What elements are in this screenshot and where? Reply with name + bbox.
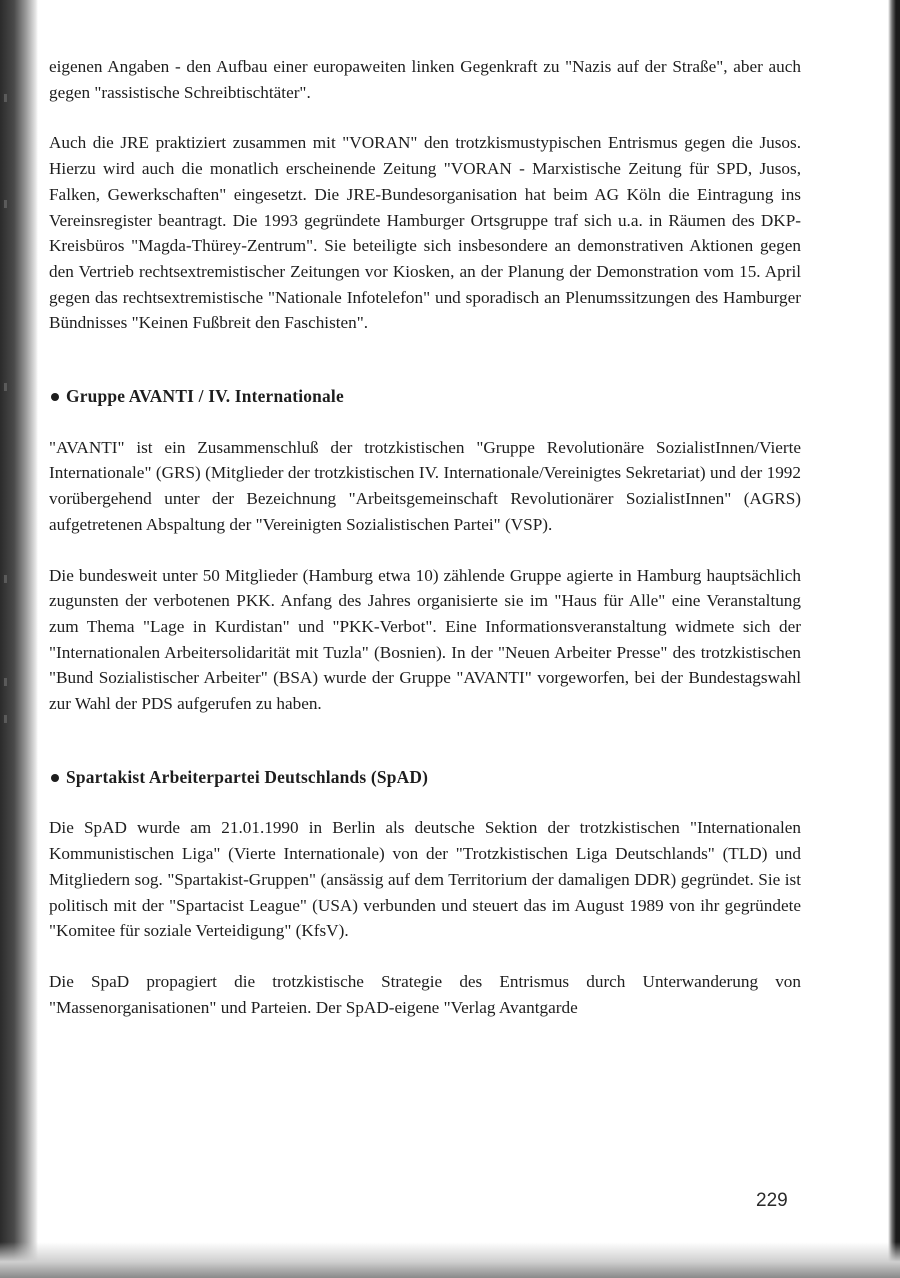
scan-mark [4, 678, 7, 686]
paragraph-spad-strategy: Die SpaD propagiert die trotzkistische Strategie des Entrismus durch Unterwanderung von "Massenorganisationen" und Parteien. Der SpAD-eigene "Verlag Avantgarde [49, 971, 801, 1017]
section-heading-avanti-text: Gruppe AVANTI / IV. Internationale [66, 386, 344, 407]
section-heading-avanti [49, 384, 801, 410]
scan-right-shadow [888, 0, 900, 1278]
paragraph-avanti-activity: Die bundesweit unter 50 Mitglieder (Hamburg etwa 10) zählende Gruppe agierte in Hamburg hauptsächlich zugunsten der verbotenen PKK. Anfang des Jahres organisierte sie im "Haus für Alle" eine Veranstaltung zum Thema "Lage in Kurdistan" und "PKK-Verbot". Eine Informationsveranstaltung widmete sich der "Internationalen Arbeitersolidarität mit Tuzla" (Bosnien). In der "Neuen Arbeiter Presse" des trotzkistischen "Bund Sozialistischer Arbeiter" (BSA) wurde der Gruppe "AVANTI" vorgeworfen, bei der Bundestagswahl zur Wahl der PDS aufgerufen zu haben. [49, 565, 801, 714]
scan-mark [4, 383, 7, 391]
bullet-icon [51, 774, 59, 782]
scan-mark [4, 200, 7, 208]
section-heading-spad [49, 765, 801, 791]
paragraph-avanti: "AVANTI" ist ein Zusammenschluß der trotzkistischen "Gruppe Revolutionäre SozialistInnen/Vierte Internationale" (GRS) (Mitglieder der trotzkistischen IV. Internationale/Vereinigtes Sekretariat) und der 1992 vorübergehend unter der Bezeichnung "Arbeitsgemeinschaft Revolutionärer SozialistInnen" (AGRS) aufgetretenen Abspaltung der "Vereinigten Sozialistischen Partei" (VSP). [49, 437, 801, 534]
scan-mark [4, 94, 7, 102]
document-page [49, 54, 801, 1020]
bullet-icon [51, 393, 59, 401]
scan-mark [4, 575, 7, 583]
paragraph-intro: eigenen Angaben - den Aufbau einer europaweiten linken Gegenkraft zu "Nazis auf der Straße", aber auch gegen "rassistische Schreibtischtäter". [49, 57, 801, 102]
scan-left-shadow [0, 0, 38, 1278]
paragraph-jre: Auch die JRE praktiziert zusammen mit "VORAN" den trotzkismustypischen Entrismus gegen die Jusos. Hierzu wird auch die monatlich erscheinende Zeitung "VORAN - Marxistische Zeitung für SPD, Jusos, Falken, Gewerkschaften" eingesetzt. Die JRE-Bundesorganisation hat beim AG Köln die Eintragung ins Vereinsregister beantragt. Die 1993 gegründete Hamburger Ortsgruppe traf sich u.a. in Räumen des DKP-Kreisbüros "Magda-Thürey-Zentrum". Sie beteiligte sich insbesondere an demonstrativen Aktionen gegen den Vertrieb rechtsextremistischer Zeitungen vor Kiosken, an der Planung der Demonstration vom 15. April gegen das rechtsextremistische "Nationale Infotelefon" und sporadisch an Plenumssitzungen des Hamburger Bündnisses "Keinen Fußbreit den Faschisten". [49, 133, 801, 333]
scan-bottom-shadow [0, 1242, 900, 1278]
section-heading-spad-text: Spartakist Arbeiterpartei Deutschlands (SpAD) [66, 766, 429, 787]
page-number: 229 [756, 1190, 788, 1211]
scan-mark [4, 715, 7, 723]
paragraph-spad: Die SpAD wurde am 21.01.1990 in Berlin als deutsche Sektion der trotzkistischen "Internationalen Kommunistischen Liga" (Vierte Internationale) von der "Trotzkistischen Liga Deutschlands" (TLD) und Mitgliedern sog. "Spartakist-Gruppen" (ansässig auf dem Territorium der damaligen DDR) gegründet. Sie ist politisch mit der "Spartacist League" (USA) verbunden und steuert das im August 1989 von ihr gegründete "Komitee für soziale Verteidigung" (KfsV). [49, 818, 801, 941]
